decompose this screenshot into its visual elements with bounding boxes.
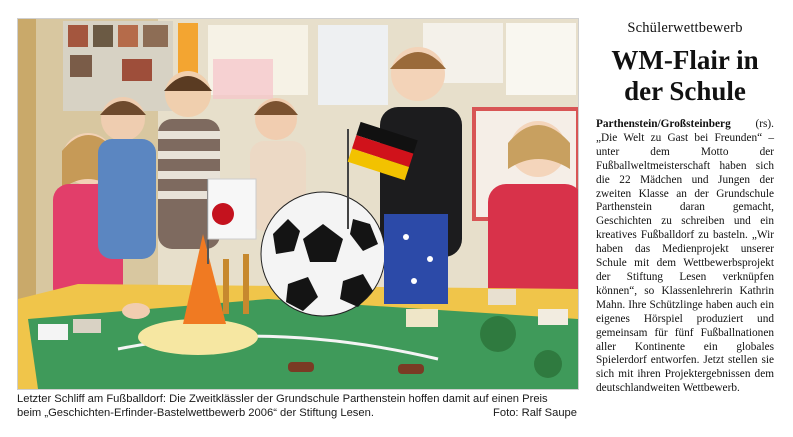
headline-line-2: der Schule bbox=[624, 76, 746, 106]
dateline: Parthenstein/Großsteinberg bbox=[596, 118, 731, 130]
photo-credit: Foto: Ralf Saupe bbox=[493, 407, 577, 419]
classroom-photo-illustration bbox=[18, 19, 578, 389]
caption-line-2-text: beim „Geschichten-Erfinder-Bastelwettbewerb 2006“ der Stiftung Lesen. bbox=[17, 407, 374, 419]
headline-line-1: WM-Flair in bbox=[611, 45, 759, 75]
article-column bbox=[596, 18, 774, 396]
headline bbox=[596, 45, 774, 107]
photo-caption bbox=[17, 392, 577, 420]
kicker: Schülerwettbewerb bbox=[627, 20, 743, 36]
caption-line-2 bbox=[17, 406, 577, 420]
article-body bbox=[596, 118, 774, 396]
article-photo bbox=[17, 18, 579, 390]
article-body-text: (rs). „Die Welt zu Gast bei Freunden“ – unter dem Motto der Fußballweltmeisterschaft haben sich die 22 Mädchen und Jungen der zweiten Klasse an der Grundschule Parthenstein daran gemacht, Geschichten zu schreiben und ein kreatives Fußballdorf zu basteln. „Wir haben das Medienprojekt unserer Schule mit dem Wettbewerbsprojekt der Stiftung Lesen verknüpfen können“, so Klassenlehrerin Kathrin Mahn. Ihre Schützlinge haben auch ein eigenes Hörspiel produziert und gemeinsam für fünf Fußballnationen aller Kontinente ein globales Spielerdorf entworfen. Jetzt stellen sie sich mit ihren Projektergebnissen dem deutschlandweiten Wettbewerb. bbox=[596, 118, 774, 395]
caption-line-1: Letzter Schliff am Fußballdorf: Die Zweitklässler der Grundschule Parthenstein hoffen damit auf einen Preis bbox=[17, 393, 548, 405]
